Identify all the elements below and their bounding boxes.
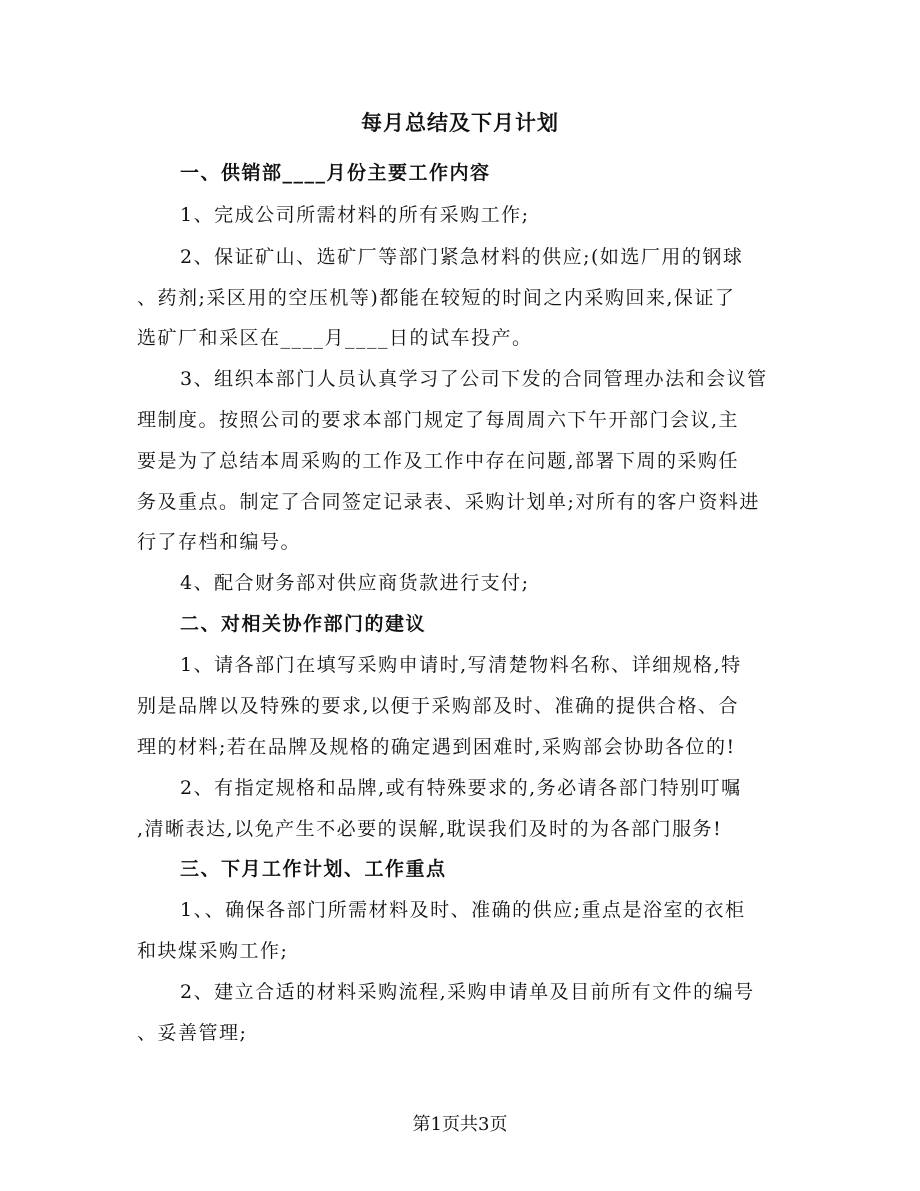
paragraph-line: 理的材料;若在品牌及规格的确定遇到困难时,采购部会协助各位的! [137,736,736,758]
page-number: 第1页共3页 [412,1114,508,1135]
paragraph-line: 1、完成公司所需材料的所有采购工作; [180,204,530,226]
paragraph-line: 行了存档和编号。 [137,531,302,553]
section-heading: 一、供销部____月份主要工作内容 [180,162,491,184]
paragraph-line: 2、建立合适的材料采购流程,采购申请单及目前所有文件的编号 [180,981,755,1003]
paragraph-line: 理制度。按照公司的要求本部门规定了每周周六下午开部门会议,主 [137,409,740,431]
paragraph-line: 选矿厂和采区在____月____日的试车投产。 [137,327,533,349]
page-title: 每月总结及下月计划 [361,110,559,135]
section-heading: 三、下月工作计划、工作重点 [180,858,447,880]
paragraph-line: 1、、确保各部门所需材料及时、准确的供应;重点是浴室的衣柜 [180,899,746,921]
paragraph-line: 2、有指定规格和品牌,或有特殊要求的,务必请各部门特别叮嘱 [180,777,742,799]
paragraph-line: 和块煤采购工作; [137,940,289,962]
section-heading: 二、对相关协作部门的建议 [180,613,427,635]
paragraph-line: ,清晰表达,以免产生不必要的误解,耽误我们及时的为各部门服务! [137,818,723,840]
paragraph-line: 、药剂;采区用的空压机等)都能在较短的时间之内采购回来,保证了 [137,287,736,309]
paragraph-line: 、妥善管理; [137,1022,248,1044]
paragraph-line: 1、请各部门在填写采购申请时,写清楚物料名称、详细规格,特 [180,654,742,676]
paragraph-line: 4、配合财务部对供应商货款进行支付; [180,572,530,594]
paragraph-line: 务及重点。制定了合同签定记录表、采购计划单;对所有的客户资料进 [137,491,760,513]
paragraph-line: 2、保证矿山、选矿厂等部门紧急材料的供应;(如选厂用的钢球 [180,246,744,268]
paragraph-line: 3、组织本部门人员认真学习了公司下发的合同管理办法和会议管 [180,368,768,390]
paragraph-line: 要是为了总结本周采购的工作及工作中存在问题,部署下周的采购任 [137,450,740,472]
paragraph-line: 别是品牌以及特殊的要求,以便于采购部及时、准确的提供合格、合 [137,695,740,717]
